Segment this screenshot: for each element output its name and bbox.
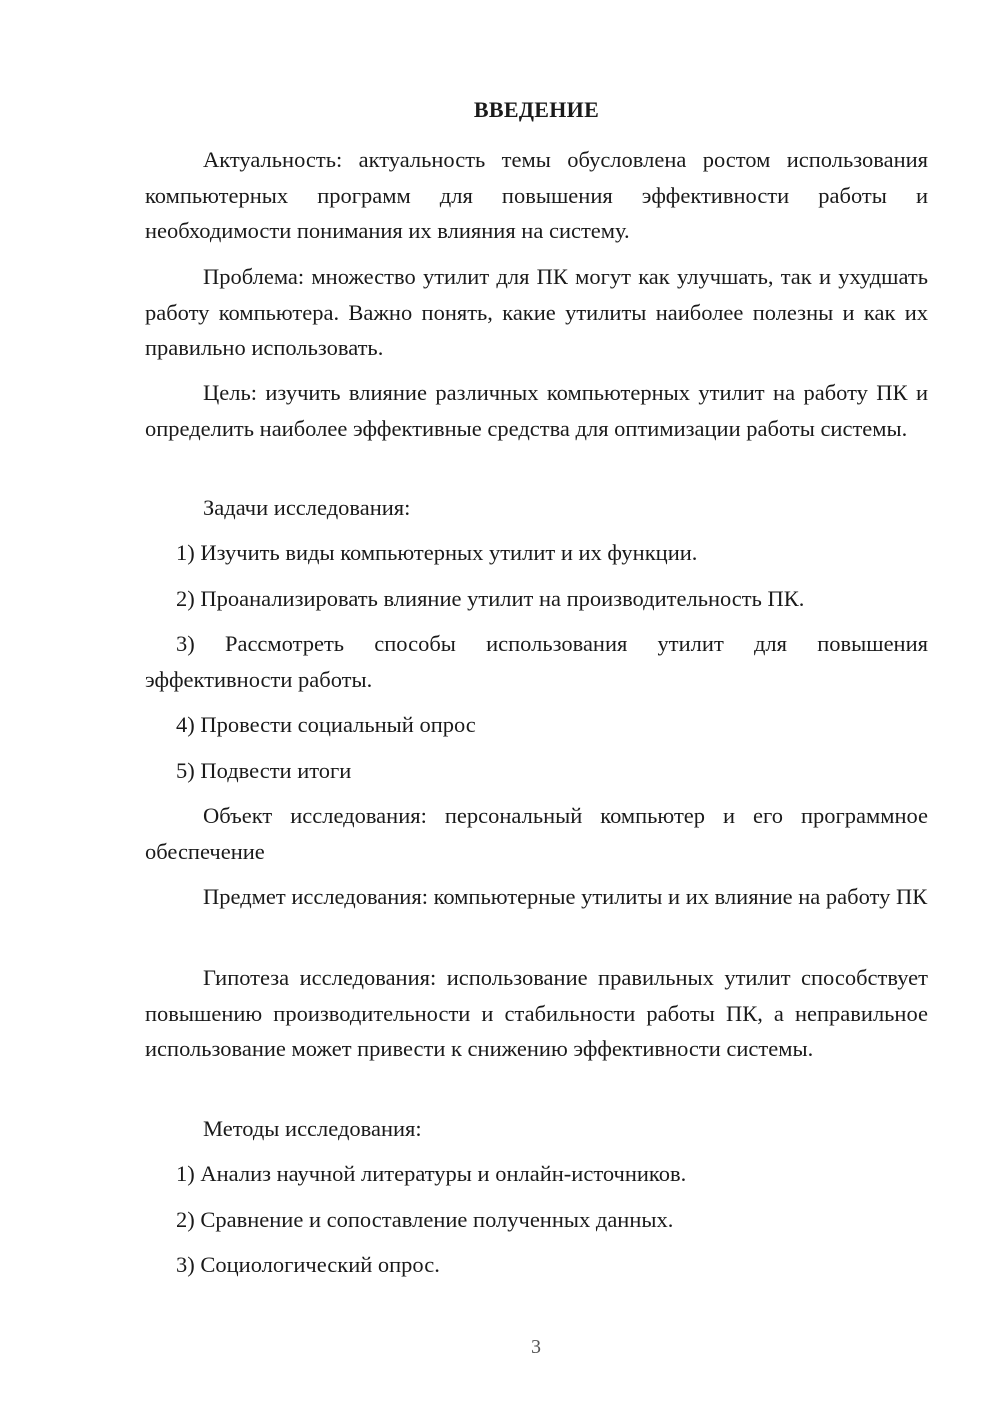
- method-item-3: 3) Социологический опрос.: [176, 1252, 440, 1277]
- paragraph-relevance: Актуальность: актуальность темы обусловлена ростом использования компьютерных программ для повышения эффективности работы и необходимости понимания их влияния на систему.: [145, 147, 928, 243]
- paragraph-hypothesis: Гипотеза исследования: использование правильных утилит способствует повышению производительности и стабильности работы ПК, а неправильное использование может привести к снижению эффективности системы.: [145, 965, 928, 1061]
- method-item-2: 2) Сравнение и сопоставление полученных данных.: [176, 1207, 674, 1232]
- method-item-1: 1) Анализ научной литературы и онлайн-источников.: [176, 1161, 687, 1186]
- task-item-3: 3) Рассмотреть способы использования утилит для повышения эффективности работы.: [145, 631, 928, 692]
- paragraph-problem: Проблема: множество утилит для ПК могут как улучшать, так и ухудшать работу компьютера. Важно понять, какие утилиты наиболее полезны и как их правильно использовать.: [145, 264, 928, 360]
- paragraph-goal: Цель: изучить влияние различных компьютерных утилит на работу ПК и определить наиболее эффективные средства для оптимизации работы системы.: [145, 380, 928, 441]
- page-number: 3: [531, 1336, 541, 1358]
- task-item-5: 5) Подвести итоги: [176, 758, 352, 783]
- task-item-4: 4) Провести социальный опрос: [176, 712, 476, 737]
- paragraph-subject: Предмет исследования: компьютерные утилиты и их влияние на работу ПК: [203, 884, 928, 909]
- page-title: ВВЕДЕНИЕ: [473, 97, 600, 122]
- paragraph-methods-heading: Методы исследования:: [203, 1116, 422, 1141]
- paragraph-object: Объект исследования: персональный компьютер и его программное обеспечение: [145, 803, 928, 864]
- paragraph-tasks-heading: Задачи исследования:: [203, 495, 411, 520]
- task-item-1: 1) Изучить виды компьютерных утилит и их функции.: [176, 540, 698, 565]
- task-item-2: 2) Проанализировать влияние утилит на производительность ПК.: [176, 586, 805, 611]
